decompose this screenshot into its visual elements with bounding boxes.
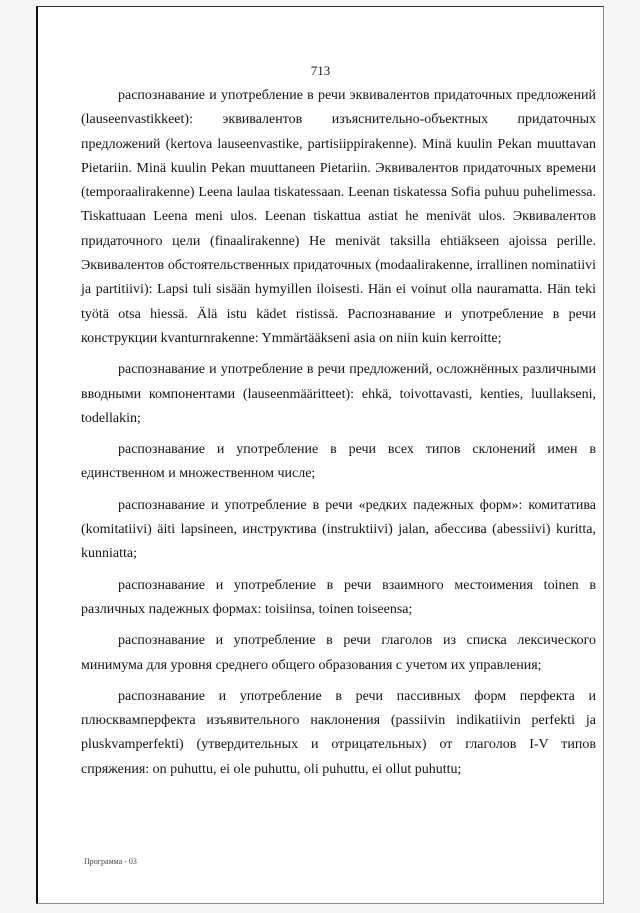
footer-program-label: Программа - 03 xyxy=(84,857,137,866)
paragraph-noun-declensions: распознавание и употребление в речи всех типов склонений имен в единственном и множественном числе; xyxy=(81,442,596,482)
paragraph-rare-case-forms: распознавание и употребление в речи «редких падежных форм»: комитатива (komitatiivi) äiti lapsineen, инструктива (instruktiivi) jalan, абессива (abessiivi) kuritta, kunniatta; xyxy=(81,497,596,562)
paragraph-verb-government: распознавание и употребление в речи глаголов из списка лексического минимума для уровня среднего общего образования с учетом их управления; xyxy=(81,633,596,673)
paragraph-passive-perfect: распознавание и употребление в речи пассивных форм перфекта и плюсквамперфекта изъявительного наклонения (passiivin indikatiivin perfekti ja pluskvamperfekti) (утвердительных и отрицательных) от глаголов I-V типов спряжения: on puhuttu, ei ole puhuttu, oli puhuttu, ei ollut puhuttu; xyxy=(81,688,596,777)
paragraph-reciprocal-pronoun: распознавание и употребление в речи взаимного местоимения toinen в различных падежных формах: toisiinsa, toinen toiseensa; xyxy=(81,577,596,617)
page-body xyxy=(81,84,596,789)
page-number: 713 xyxy=(310,63,331,78)
paragraph-clause-equivalents: распознавание и употребление в речи эквивалентов придаточных предложений (lauseenvastikkeet): эквивалентов изъяснительно-объектных придаточных предложений (kertova lauseenvastike, partisiippirakenne). Minä kuulin Pekan muuttavan Pietariin. Minä kuulin Pekan muuttaneen Pietariin. Эквивалентов придаточных времени (temporaalirakenne) Leena laulaa tiskatessaan. Leenan tiskatessa Sofia puhuu puhelimessa. Tiskattuaan Leena meni ulos. Leenan tiskattua astiat he menivät ulos. Эквивалентов придаточного цели (finaalirakenne) He menivät taksilla ehtiäkseen ajoissa perille. Эквивалентов обстоятельственных придаточных (modaalirakenne, irrallinen nominatiivi ja partitiivi): Lapsi tuli sisään hymyillen iloisesti. Hän ei voinut olla nauramatta. Hän teki työtä otsa hiessä. Älä istu kädet ristissä. Распознавание и употребление в речи конструкции kvanturnrakenne: Ymmärtääkseni asia on niin kuin kerroitte; xyxy=(81,88,596,346)
paragraph-parenthetical-components: распознавание и употребление в речи предложений, осложнённых различными вводными компонентами (lauseenmääritteet): ehkä, toivottavasti, kenties, luullakseni, todellakin; xyxy=(81,362,596,426)
